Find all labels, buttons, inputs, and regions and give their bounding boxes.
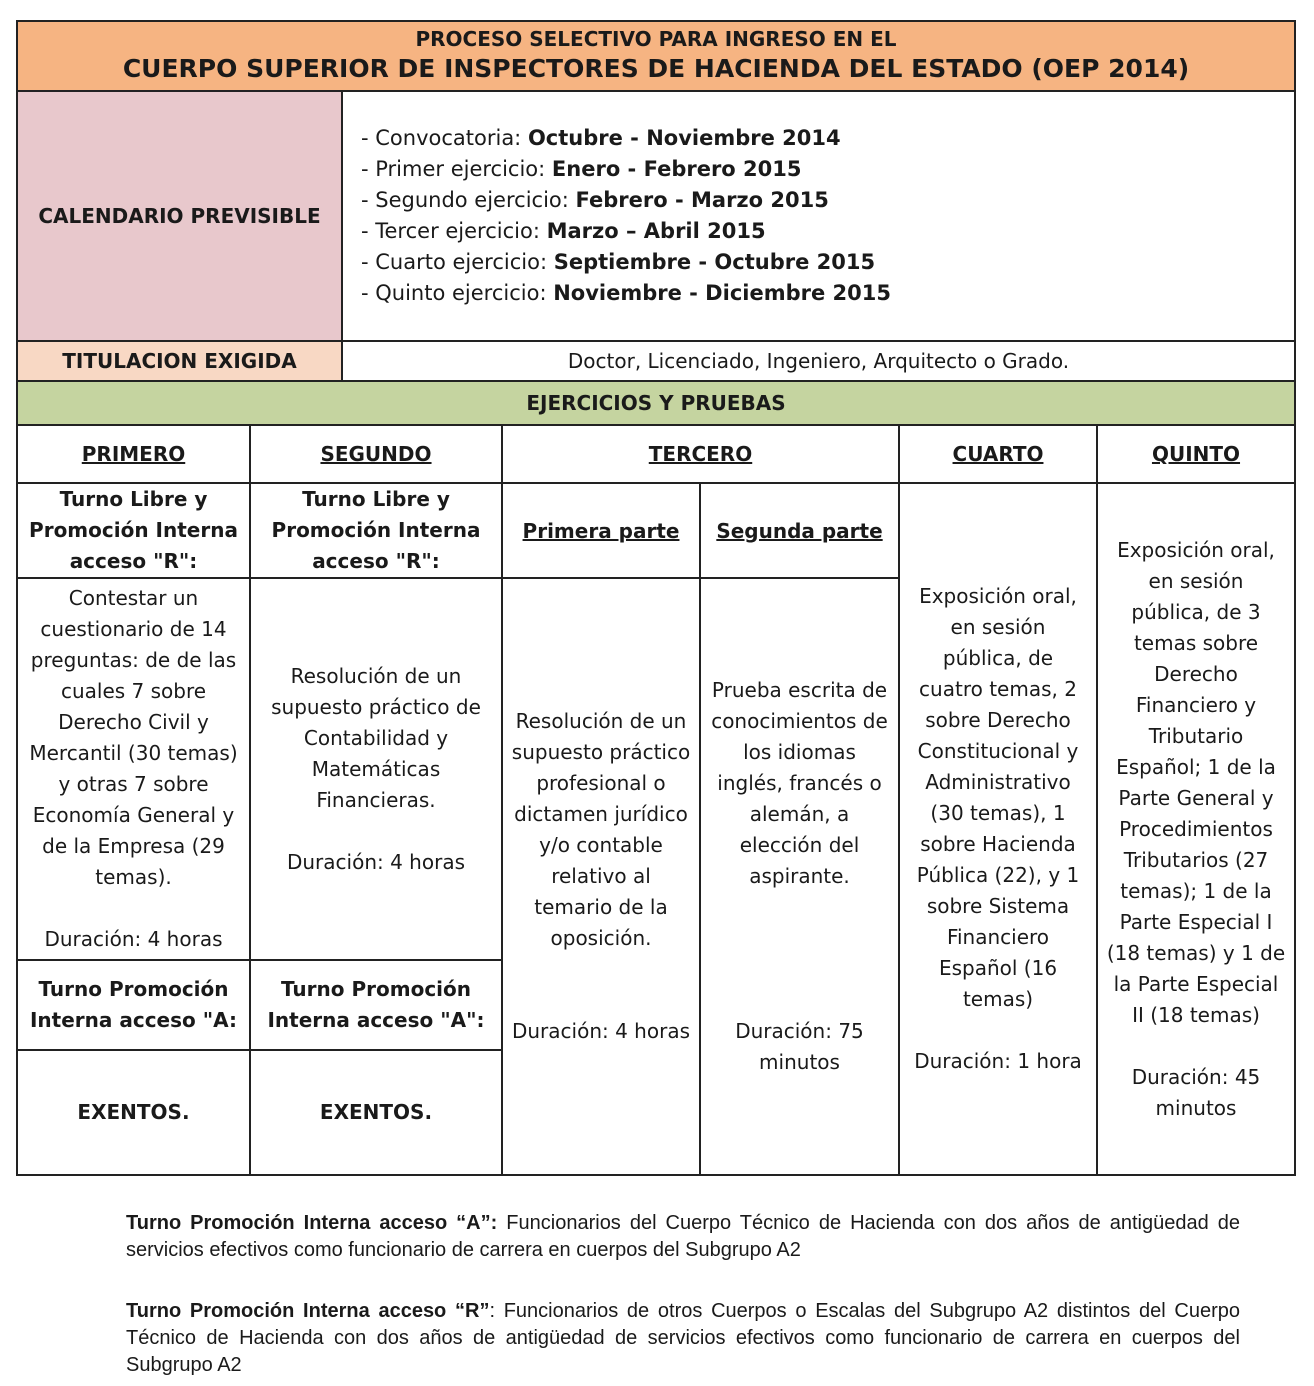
primero-descripcion: Contestar un cuestionario de 14 preguntas: de de las cuales 7 sobre Derecho Civil y Mercantil (30 temas) y otras 7 sobre Economía General y de la Empresa (29 temas). Duración: 4 horas xyxy=(16,577,251,961)
calendario-label: CALENDARIO PREVISIBLE xyxy=(16,90,343,342)
tercero-segunda-parte: Prueba escrita de conocimientos de los idiomas inglés, francés o alemán, a elección del aspirante. Duración: 75 minutos xyxy=(699,577,900,1176)
quinto-duracion: Duración: 45 minutos xyxy=(1131,1064,1261,1120)
titulacion-label: TITULACION EXIGIDA xyxy=(16,340,343,382)
segundo-turno-a: Turno Promoción Interna acceso "A": xyxy=(249,959,503,1051)
calendario-item: - Tercer ejercicio: Marzo – Abril 2015 xyxy=(361,219,766,243)
calendario-item: - Primer ejercicio: Enero - Febrero 2015 xyxy=(361,157,802,181)
tercero-primera-parte: Resolución de un supuesto práctico profesional o dictamen jurídico y/o contable relativo al temario de la oposición. Duración: 4 horas xyxy=(501,577,701,1176)
quinto-descripcion: Exposición oral, en sesión pública, de 3 temas sobre Derecho Financiero y Tributario Español; 1 de la Parte General y Procedimientos Tributarios (27 temas); 1 de la Parte Especial I (18 temas) y 1 de la Parte Especial II (18 temas) Duración: 45 minutos xyxy=(1096,482,1296,1176)
calendario-list xyxy=(341,90,1296,342)
column-segundo: SEGUNDO xyxy=(249,424,503,484)
primero-turno-a: Turno Promoción Interna acceso "A: xyxy=(16,959,251,1051)
tercero-segunda-parte-label: Segunda parte xyxy=(699,482,900,579)
segundo-turno-r: Turno Libre y Promoción Interna acceso "R": xyxy=(249,482,503,579)
ejercicios-title: EJERCICIOS Y PRUEBAS xyxy=(16,380,1296,426)
segundo-descripcion: Resolución de un supuesto práctico de Contabilidad y Matemáticas Financieras. Duración: 4 horas xyxy=(249,577,503,961)
header-title: CUERPO SUPERIOR DE INSPECTORES DE HACIENDA DEL ESTADO (OEP 2014) xyxy=(122,54,1190,83)
header-subtitle: PROCESO SELECTIVO PARA INGRESO EN EL xyxy=(415,27,897,51)
calendario-item: - Convocatoria: Octubre - Noviembre 2014 xyxy=(361,126,841,150)
column-quinto: QUINTO xyxy=(1096,424,1296,484)
calendario-item: - Quinto ejercicio: Noviembre - Diciembre 2015 xyxy=(361,281,891,305)
note-acceso-r: Turno Promoción Interna acceso “R”: Funcionarios de otros Cuerpos o Escalas del Subgrupo A2 distintos del Cuerpo Técnico de Hacienda con dos años de antigüedad de servicios efectivos como funcionario de carrera en cuerpos del Subgrupo A2 xyxy=(126,1300,1240,1376)
segundo-duracion: Duración: 4 horas xyxy=(286,849,465,874)
note-acceso-a: Turno Promoción Interna acceso “A”: Funcionarios del Cuerpo Técnico de Hacienda con dos años de antigüedad de servicios efectivos como funcionario de carrera en cuerpos del Subgrupo A2 xyxy=(126,1212,1240,1261)
tercero-primera-duracion: Duración: 4 horas xyxy=(511,1019,690,1043)
cuarto-duracion: Duración: 1 hora xyxy=(914,1049,1082,1073)
tercero-primera-parte-label: Primera parte xyxy=(501,482,701,579)
calendario-item: - Segundo ejercicio: Febrero - Marzo 2015 xyxy=(361,188,829,212)
column-tercero: TERCERO xyxy=(501,424,900,484)
cuarto-descripcion: Exposición oral, en sesión pública, de cuatro temas, 2 sobre Derecho Constitucional y Administrativo (30 temas), 1 sobre Hacienda Pública (22), y 1 sobre Sistema Financiero Español (16 temas) Duración: 1 hora xyxy=(898,482,1098,1176)
column-primero: PRIMERO xyxy=(16,424,251,484)
primero-turno-r: Turno Libre y Promoción Interna acceso "R": xyxy=(16,482,251,579)
segundo-exentos: EXENTOS. xyxy=(249,1049,503,1176)
primero-exentos: EXENTOS. xyxy=(16,1049,251,1176)
calendario-item: - Cuarto ejercicio: Septiembre - Octubre 2015 xyxy=(361,250,876,274)
titulacion-value: Doctor, Licenciado, Ingeniero, Arquitecto o Grado. xyxy=(341,340,1296,382)
tercero-segunda-duracion: Duración: 75 minutos xyxy=(735,1019,864,1074)
primero-duracion: Duración: 4 horas xyxy=(44,927,223,951)
column-cuarto: CUARTO xyxy=(898,424,1098,484)
document-header xyxy=(16,20,1296,92)
